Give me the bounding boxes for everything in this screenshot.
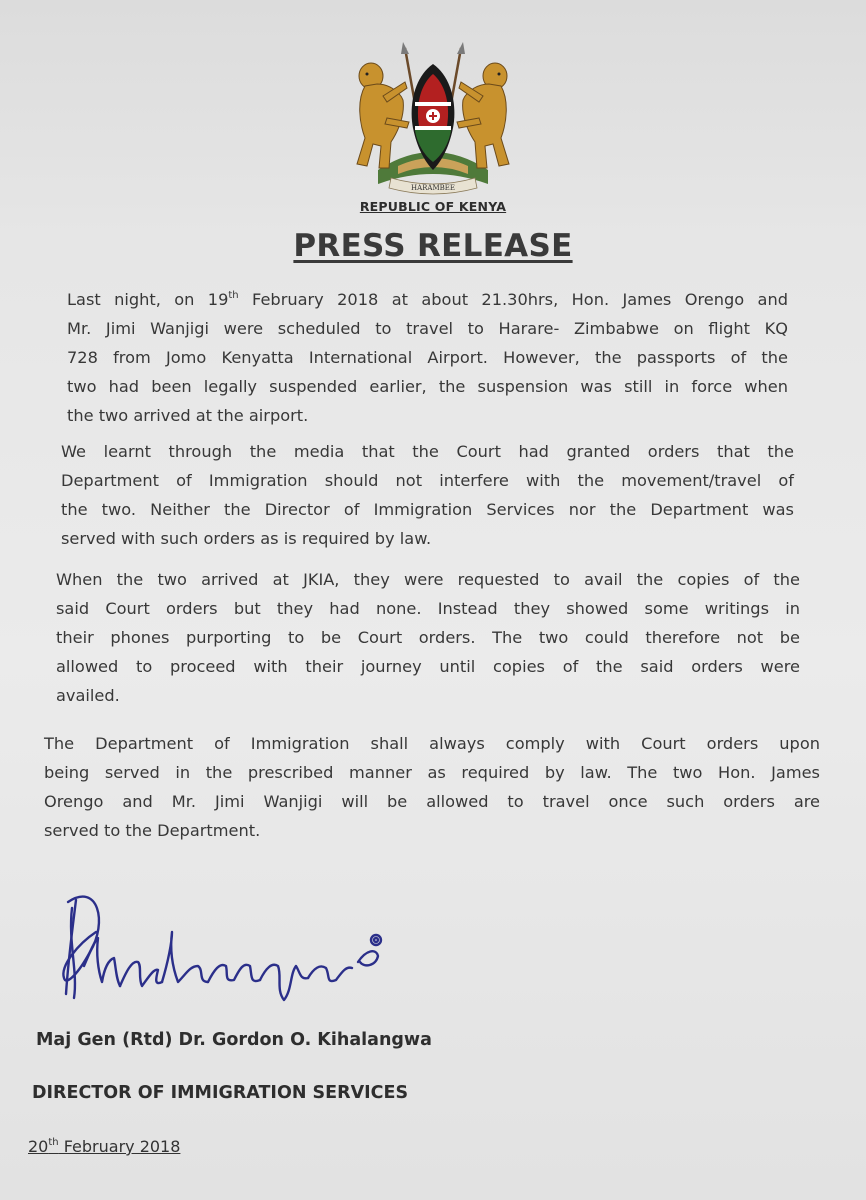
republic-heading: REPUBLIC OF KENYA: [359, 199, 507, 214]
signature-ink: [63, 897, 381, 1000]
paragraph-line: Orengo and Mr. Jimi Wanjigi will be allowed to travel once such orders are: [44, 792, 820, 811]
emblem-motto: HARAMBEE: [410, 184, 456, 192]
paragraph-line: allowed to proceed with their journey until copies of the said orders were: [56, 657, 800, 676]
paragraph-line: The Department of Immigration shall always comply with Court orders upon: [44, 734, 820, 753]
paragraph-line: served to the Department.: [44, 821, 261, 840]
paragraph-line: When the two arrived at JKIA, they were requested to avail the copies of the: [56, 570, 800, 589]
paragraph-line: being served in the prescribed manner as required by law. The two Hon. James: [44, 763, 820, 782]
paragraph-line: Mr. Jimi Wanjigi were scheduled to travel to Harare- Zimbabwe on flight KQ: [67, 319, 788, 338]
paragraph-line: the two arrived at the airport.: [67, 406, 309, 425]
page-title: PRESS RELEASE: [293, 228, 573, 264]
paragraph-line: availed.: [56, 686, 120, 705]
paragraph-line: 728 from Jomo Kenyatta International Airport. However, the passports of the: [67, 348, 788, 367]
release-date: 20th February 2018: [28, 1137, 181, 1156]
paragraph-line: We learnt through the media that the Court had granted orders that the: [61, 442, 794, 461]
kenya-coat-of-arms-emblem: [343, 38, 523, 198]
signatory-name: Maj Gen (Rtd) Dr. Gordon O. Kihalangwa: [36, 1030, 432, 1050]
signatory-title: DIRECTOR OF IMMIGRATION SERVICES: [32, 1083, 409, 1103]
paragraph-line: Department of Immigration should not interfere with the movement/travel of: [61, 471, 794, 490]
paragraph-line: their phones purporting to be Court orders. The two could therefore not be: [56, 628, 800, 647]
paragraph-1: [67, 285, 788, 430]
paragraph-2: [61, 437, 794, 553]
paragraph-line: the two. Neither the Director of Immigration Services nor the Department was: [61, 500, 794, 519]
paragraph-line: said Court orders but they had none. Instead they showed some writings in: [56, 599, 800, 618]
paragraph-line: two had been legally suspended earlier, the suspension was still in force when: [67, 377, 788, 396]
paragraph-line: served with such orders as is required by law.: [61, 529, 432, 548]
paragraph-4: [44, 729, 820, 845]
paragraph-3: [56, 565, 800, 710]
paragraph-line: Last night, on 19th February 2018 at about 21.30hrs, Hon. James Orengo and: [67, 290, 788, 309]
handwritten-signature: [38, 882, 418, 1012]
